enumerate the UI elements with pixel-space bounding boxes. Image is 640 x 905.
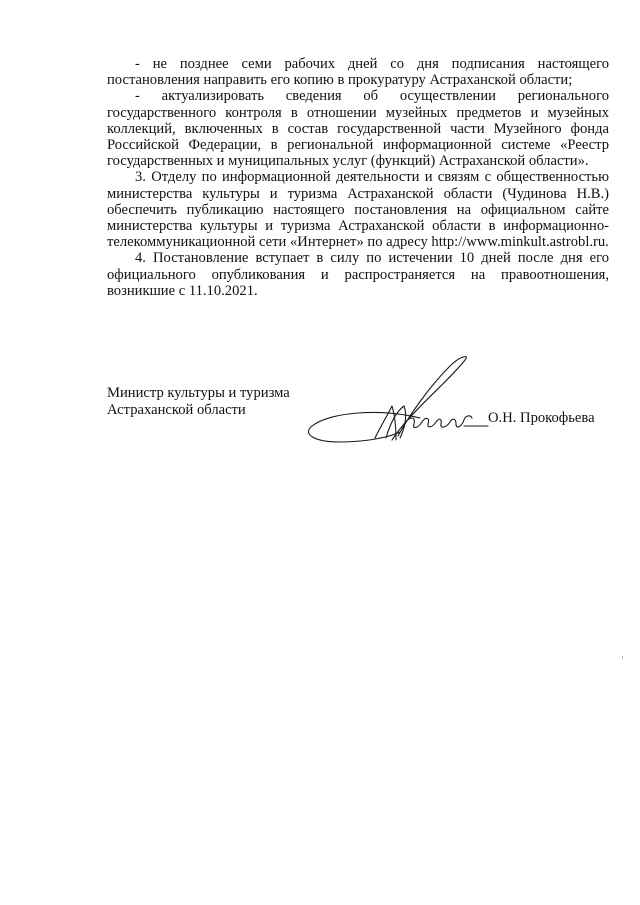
signer-position-line-1: Министр культуры и туризма xyxy=(107,385,290,401)
paragraph-publication: 3. Отделу по информационной деятельности и связям с общественностью министерства культуры и туризма Астраханской области (Чудинова Н.В.) обеспечить публикацию настоящего постановления на официальном сайте министерства культуры и туризма Астраханской области в информационно-телекоммуникационной сети «Интернет» по адресу http://www.minkult.astrobl.ru. xyxy=(107,169,609,251)
paragraph-prosecutor-copy: - не позднее семи рабочих дней со дня подписания настоящего постановления направить его копию в прокуратуру Астраханской области; xyxy=(107,56,609,89)
paragraph-entry-into-force: 4. Постановление вступает в силу по истечении 10 дней после дня его официального опубликования и распространяется на правоотношения, возникшие с 11.10.2021. xyxy=(107,250,609,299)
handwritten-signature xyxy=(300,352,500,462)
signer-position xyxy=(107,385,327,419)
signer-name: О.Н. Прокофьева xyxy=(488,410,595,426)
document-body xyxy=(107,56,609,299)
signer-position-line-2: Астраханской области xyxy=(107,402,246,418)
scan-speck xyxy=(622,656,623,659)
paragraph-update-registry: - актуализировать сведения об осуществлении регионального государственного контроля в отношении музейных предметов и музейных коллекций, включенных в состав государственной части Музейного фонда Российской Федерации, в региональной информационной системе «Реестр государственных и муниципальных услуг (функций) Астраханской области». xyxy=(107,88,609,170)
